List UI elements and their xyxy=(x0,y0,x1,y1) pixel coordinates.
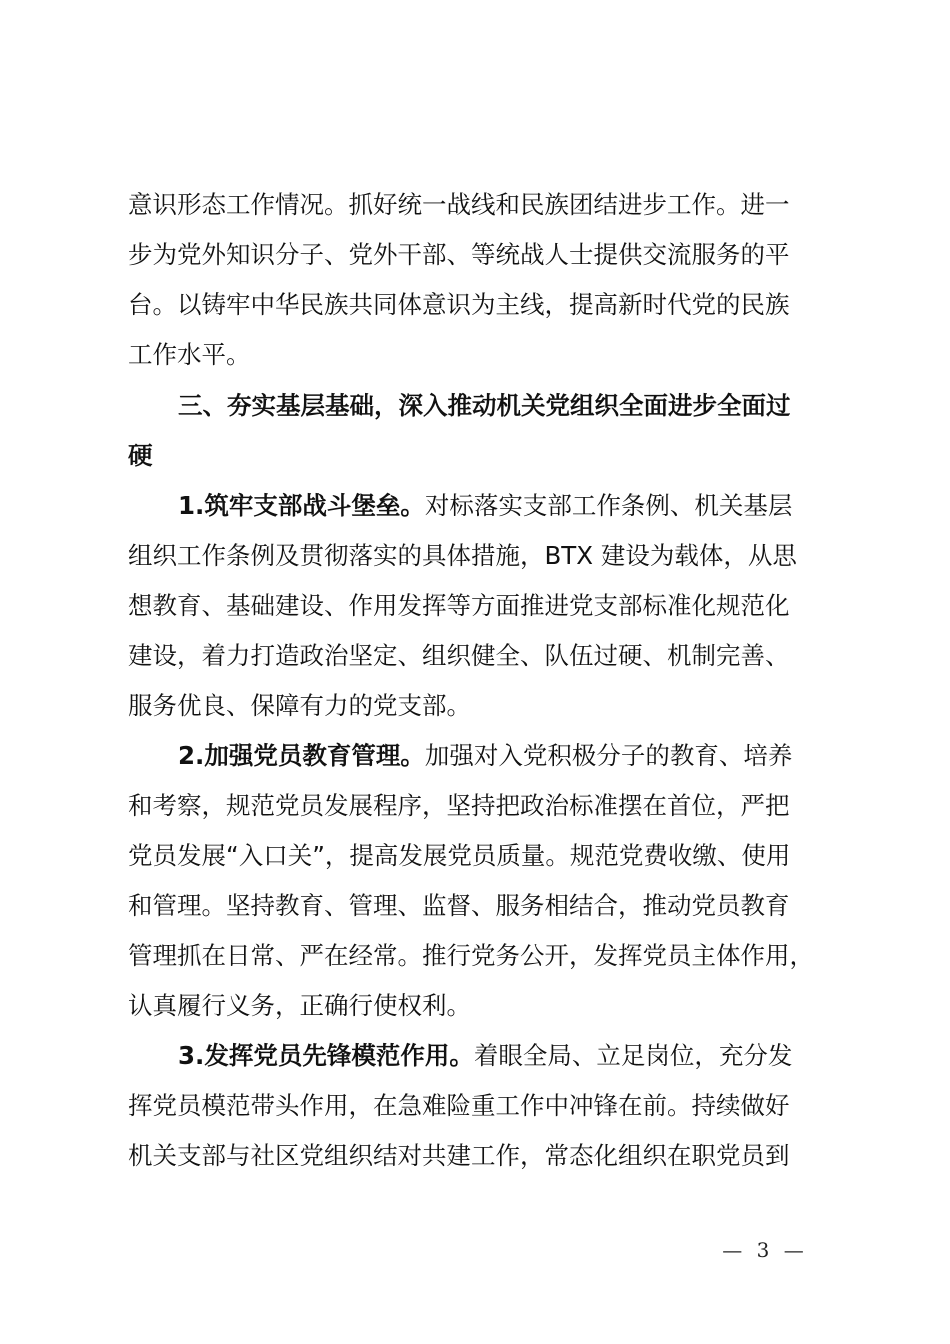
text-line: 管理抓在日常、严在经常。推行党务公开，发挥党员主体作用， xyxy=(128,941,814,970)
text-line: 和管理。坚持教育、管理、监督、服务相结合，推动党员教育 xyxy=(128,891,790,920)
text-line: 步为党外知识分子、党外干部、等统战人士提供交流服务的平 xyxy=(128,240,790,269)
text-line: 建设，着力打造政治坚定、组织健全、队伍过硬、机制完善、 xyxy=(128,641,790,670)
text-line: 工作水平。 xyxy=(128,340,251,369)
text-line: 党员发展“入口关”，提高发展党员质量。规范党费收缴、使用 xyxy=(128,841,791,870)
subsection-line xyxy=(128,731,938,781)
text-line: 认真履行义务，正确行使权利。 xyxy=(128,991,471,1020)
subsection-line xyxy=(128,1031,938,1081)
text-line: 组织工作条例及贯彻落实的具体措施，BTX 建设为载体，从思 xyxy=(128,541,797,570)
text-line: 服务优良、保障有力的党支部。 xyxy=(128,691,471,720)
subsection-title: 2.加强党员教育管理。 xyxy=(178,741,425,770)
subsection-text: 着眼全局、立足岗位，充分发 xyxy=(473,1041,793,1070)
text-line: 挥党员模范带头作用，在急难险重工作中冲锋在前。持续做好 xyxy=(128,1091,790,1120)
page-number: — 3 — xyxy=(722,1238,808,1262)
subsection-text: 对标落实支部工作条例、机关基层 xyxy=(424,491,793,520)
subsection-text: 加强对入党积极分子的教育、培养 xyxy=(424,741,793,770)
subsection-title: 3.发挥党员先锋模范作用。 xyxy=(178,1041,474,1070)
subsection-line xyxy=(128,481,938,531)
subsection-title: 1.筑牢支部战斗堡垒。 xyxy=(178,491,425,520)
section-heading-continued: 硬 xyxy=(128,441,153,470)
text-line: 台。以铸牢中华民族共同体意识为主线，提高新时代党的民族 xyxy=(128,290,790,319)
text-line: 机关支部与社区党组织结对共建工作，常态化组织在职党员到 xyxy=(128,1141,790,1170)
section-heading: 三、夯实基层基础，深入推动机关党组织全面进步全面过 xyxy=(178,391,791,420)
text-line: 意识形态工作情况。抓好统一战线和民族团结进步工作。进一 xyxy=(128,190,790,219)
text-line: 和考察，规范党员发展程序，坚持把政治标准摆在首位，严把 xyxy=(128,791,790,820)
text-line: 想教育、基础建设、作用发挥等方面推进党支部标准化规范化 xyxy=(128,591,790,620)
